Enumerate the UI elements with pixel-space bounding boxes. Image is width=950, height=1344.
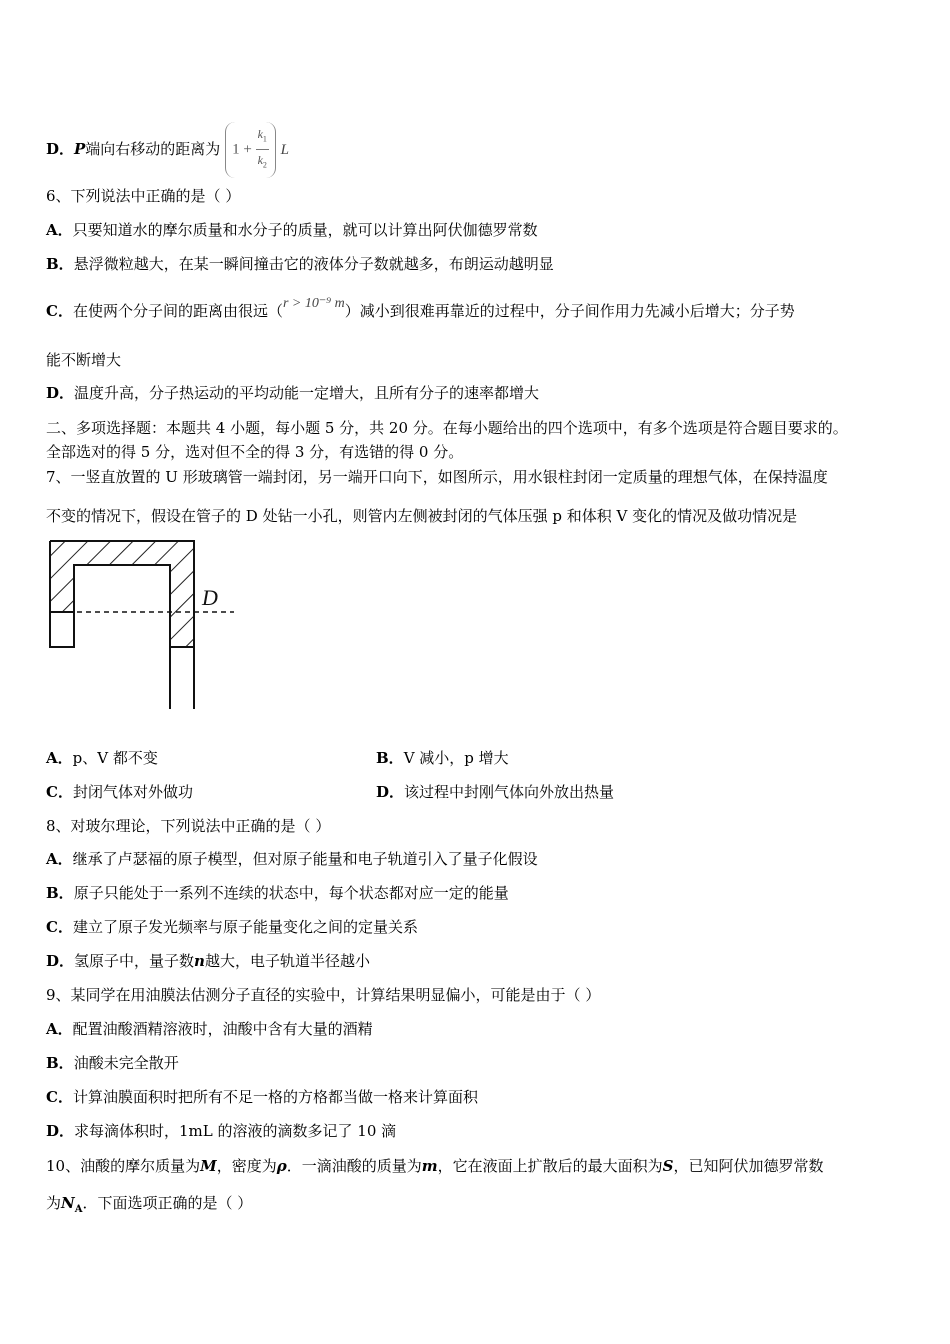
q9-option-a: A．配置油酸酒精溶液时，油酸中含有大量的酒精: [46, 1020, 373, 1038]
formula-suffix: L: [280, 141, 290, 158]
q7-option-d: D．该过程中封刚气体向外放出热量: [376, 783, 615, 801]
q6-stem: 6、下列说法中正确的是（ ）: [46, 187, 241, 205]
q9-option-b: B．油酸未完全散开: [46, 1054, 179, 1072]
label-d: D: [202, 585, 218, 610]
q6-option-c: C．在使两个分子间的距离由很远（r > 10⁻⁹ m）减小到很难再靠近的过程中，分子间作用力先减小后增大；分子势: [46, 296, 795, 320]
q8-option-a: A．继承了卢瑟福的原子模型，但对原子能量和电子轨道引入了量子化假设: [46, 850, 538, 868]
q6-option-b: B．悬浮微粒越大，在某一瞬间撞击它的液体分子数就越多，布朗运动越明显: [46, 255, 554, 273]
section2-heading-line2: 全部选对的得 5 分，选对但不全的得 3 分，有选错的得 0 分。: [46, 443, 464, 461]
q9-stem: 9、某同学在用油膜法估测分子直径的实验中，计算结果明显偏小，可能是由于（ ）: [46, 986, 601, 1004]
formula-displacement: 1 + $\frac{k_1}{k_2}$: [225, 122, 276, 178]
q5-option-d: [46, 122, 289, 178]
q7-option-a: A．p、V 都不变: [46, 749, 158, 767]
q6-option-a: A．只要知道水的摩尔质量和水分子的质量，就可以计算出阿伏伽德罗常数: [46, 221, 538, 239]
formula-fraction: $\frac{k_1}{k_2}$: [256, 124, 269, 176]
q6-option-d: D．温度升高，分子热运动的平均动能一定增大，且所有分子的速率都增大: [46, 384, 540, 402]
q8-option-b: B．原子只能处于一系列不连续的状态中，每个状态都对应一定的能量: [46, 884, 509, 902]
option-text: 端向右移动的距离为: [85, 139, 221, 158]
variable-n: n: [194, 952, 205, 970]
q8-option-d: D．氢原子中，量子数n越大，电子轨道半径越小: [46, 952, 370, 970]
q9-option-c: C．计算油膜面积时把所有不足一格的方格都当做一格来计算面积: [46, 1088, 478, 1106]
variable-p: P: [74, 139, 86, 158]
q7-stem-line2: 不变的情况下，假设在管子的 D 处钻一小孔，则管内左侧被封闭的气体压强 p 和体积 V 变化的情况及做功情况是: [46, 507, 798, 525]
q9-option-d: D．求每滴体积时，1mL 的溶液的滴数多记了 10 滴: [46, 1122, 397, 1140]
q8-option-c: C．建立了原子发光频率与原子能量变化之间的定量关系: [46, 918, 418, 936]
q8-stem: 8、对玻尔理论，下列说法中正确的是（ ）: [46, 817, 331, 835]
q6-option-c-cont: 能不断增大: [46, 351, 122, 369]
option-label: D．: [46, 139, 75, 158]
section2-heading-line1: 二、多项选择题：本题共 4 小题，每小题 5 分，共 20 分。在每小题给出的四个选项中，有多个选项是符合题目要求的。: [46, 419, 848, 437]
q7-option-b: B．V 减小，p 增大: [376, 749, 509, 767]
q7-stem-line1: 7、一竖直放置的 U 形玻璃管一端封闭，另一端开口向下，如图所示，用水银柱封闭一定质量的理想气体，在保持温度: [46, 468, 828, 486]
q10-stem-line2: 为$N_A$．下面选项正确的是（ ）: [46, 1194, 253, 1215]
q7-option-c: C．封闭气体对外做功: [46, 783, 193, 801]
u-tube-figure: [46, 537, 246, 721]
u-tube-diagram: [46, 537, 246, 717]
q10-stem-line1: 10、油酸的摩尔质量为M，密度为ρ．一滴油酸的质量为m，它在液面上扩散后的最大面积为S，已知阿伏加德罗常数: [46, 1157, 824, 1175]
formula-distance: r > 10⁻⁹ m: [282, 296, 345, 311]
